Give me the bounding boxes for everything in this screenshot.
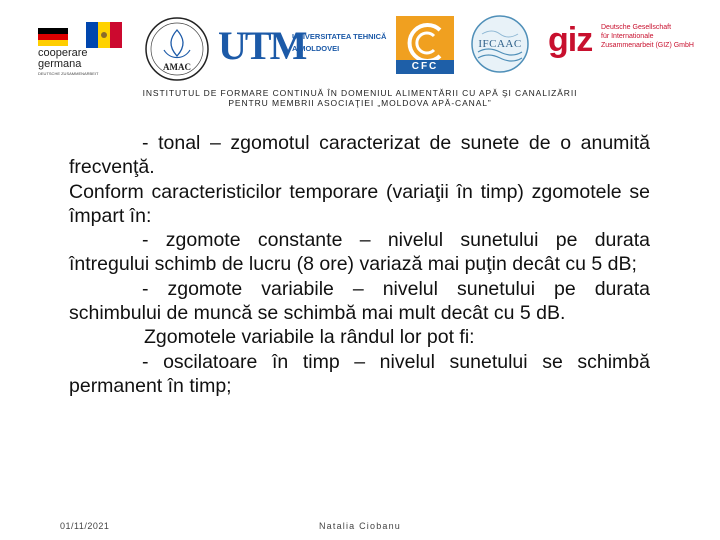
paragraph-temporal-classification: Conform caracteristicilor temporare (variaţii în timp) zgomotele se împart în: <box>69 180 650 227</box>
paragraph-oscillating-noise: - oscilatoare în timp – nivelul sunetului se schimbă permanent în timp; <box>69 350 650 397</box>
amac-emblem-icon <box>144 16 210 82</box>
ifcaac-logo <box>470 14 530 74</box>
institute-header-line2: PENTRU MEMBRII ASOCIAŢIEI „MOLDOVA APĂ-CANAL” <box>228 98 492 108</box>
germana-label: germana <box>38 58 82 70</box>
utm-name-line2: A MOLDOVEI <box>292 44 340 53</box>
paragraph-constant-noise: - zgomote constante – nivelul sunetului pe durata întregului schimb de lucru (8 ore) variază mai puţin decât cu 5 dB; <box>69 229 650 276</box>
cooperare-tagline: DEUTSCHE ZUSAMMENARBEIT <box>38 71 99 76</box>
cfc-logo <box>396 16 454 74</box>
paragraph-variable-types: Zgomotele variabile la rândul lor pot fi: <box>144 326 475 349</box>
ifcaac-label: IFCAAC <box>478 38 522 50</box>
utm-name-line1: UNIVERSITATEA TEHNICĂ <box>292 32 387 41</box>
footer-author: Natalia Ciobanu <box>318 521 402 531</box>
footer-date: 01/11/2021 <box>60 521 110 531</box>
cfc-label: CFC <box>411 61 439 72</box>
giz-name-line3: Zusammenarbeit (GIZ) GmbH <box>601 42 694 49</box>
giz-mark: giz <box>548 21 593 59</box>
utm-mark: UTM <box>218 23 306 68</box>
paragraph-variable-noise: - zgomote variabile – nivelul sunetului pe durata schimbului de muncă se schimbă mai mult decât cu 5 dB. <box>69 277 650 325</box>
amac-logo <box>144 16 210 82</box>
giz-logo <box>548 20 708 70</box>
slide-body <box>69 131 650 398</box>
cooperare-germana-logo <box>36 22 132 78</box>
paragraph-tonal: - tonal – zgomotul caracterizat de sunete de o anumită frecvenţă. <box>69 132 650 179</box>
giz-name-line1: Deutsche Gesellschaft <box>601 24 672 31</box>
cooperare-label: cooperare <box>38 47 88 59</box>
giz-name-line2: für Internationale <box>601 33 654 40</box>
amac-label: AMAC <box>163 62 191 72</box>
institute-header-line1: INSTITUTUL DE FORMARE CONTINUĂ ÎN DOMENIUL ALIMENTĂRII CU APĂ ŞI CANALIZĂRII <box>142 88 578 98</box>
utm-logo <box>216 24 386 72</box>
logo-bar <box>0 0 720 85</box>
institute-header <box>0 88 720 108</box>
